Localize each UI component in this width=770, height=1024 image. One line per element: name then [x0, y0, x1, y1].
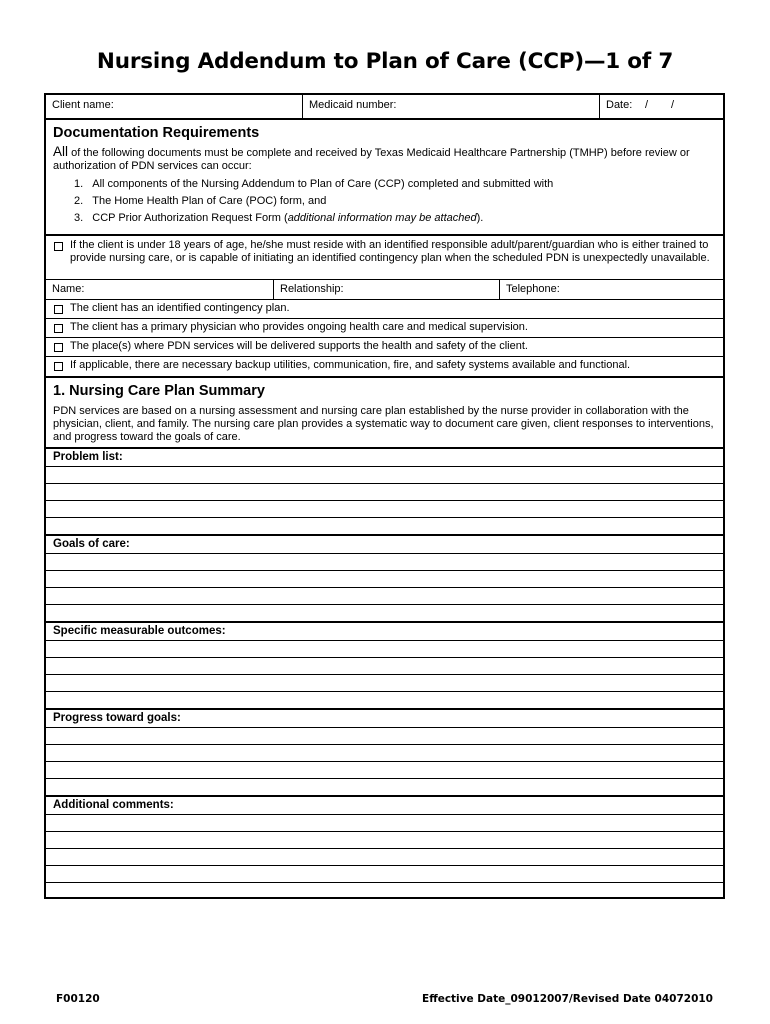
- entry-line[interactable]: [46, 761, 723, 778]
- item-text: The Home Health Plan of Care (POC) form, and: [92, 195, 327, 207]
- care-plan-summary: [46, 376, 723, 447]
- item-text: CCP Prior Authorization Request Form (: [92, 212, 288, 224]
- doc-req-intro-text: of the following documents must be complete and received by Texas Medicaid Healthcare Partnership (TMHP) before review or authorization of PDN services can occur:: [53, 147, 690, 172]
- section-label: Progress toward goals:: [53, 712, 181, 724]
- check-row: [46, 318, 723, 337]
- date-field[interactable]: [599, 95, 723, 118]
- checkbox[interactable]: [54, 362, 63, 371]
- check-row: [46, 356, 723, 376]
- entry-line[interactable]: [46, 674, 723, 691]
- contact-row: [46, 279, 723, 299]
- item-text-tail: ).: [476, 212, 484, 224]
- checkbox[interactable]: [54, 242, 63, 251]
- item-number: 3.: [74, 212, 84, 224]
- checkbox[interactable]: [54, 343, 63, 352]
- entry-line[interactable]: [46, 500, 723, 517]
- section-header: [46, 795, 723, 814]
- medicaid-number-label: Medicaid number:: [309, 99, 397, 111]
- under-18-row: [46, 234, 723, 279]
- doc-req-item: [74, 212, 483, 225]
- check-text: The place(s) where PDN services will be delivered supports the health and safety of the client.: [70, 340, 528, 352]
- entry-line[interactable]: [46, 744, 723, 761]
- entry-line[interactable]: [46, 882, 723, 897]
- section-header: [46, 621, 723, 640]
- section-label: Additional comments:: [53, 799, 174, 811]
- client-name-field[interactable]: [46, 95, 302, 118]
- item-number: 2.: [74, 195, 84, 207]
- form-number: F00120: [56, 993, 100, 1005]
- item-text-italic: additional information may be attached: [287, 212, 477, 224]
- checkbox[interactable]: [54, 305, 63, 314]
- check-row: [46, 299, 723, 318]
- relationship-label: Relationship:: [280, 283, 344, 295]
- section-label: Problem list:: [53, 451, 123, 463]
- entry-line[interactable]: [46, 570, 723, 587]
- effective-dates: Effective Date_09012007/Revised Date 04072010: [422, 993, 713, 1005]
- doc-req-intro-all: All: [53, 144, 69, 159]
- entry-line[interactable]: [46, 466, 723, 483]
- section-label: Goals of care:: [53, 538, 130, 550]
- doc-req-heading: Documentation Requirements: [53, 125, 260, 141]
- doc-req-item: [74, 178, 553, 191]
- medicaid-number-field[interactable]: [302, 95, 599, 118]
- entry-line[interactable]: [46, 640, 723, 657]
- section-header: [46, 534, 723, 553]
- entry-line[interactable]: [46, 865, 723, 882]
- telephone-label: Telephone:: [506, 283, 560, 295]
- contact-name-field[interactable]: [46, 280, 273, 299]
- entry-line[interactable]: [46, 657, 723, 674]
- client-name-label: Client name:: [52, 99, 114, 111]
- entry-line[interactable]: [46, 483, 723, 500]
- entry-line[interactable]: [46, 831, 723, 848]
- checkbox[interactable]: [54, 324, 63, 333]
- section-header: [46, 447, 723, 466]
- entry-line[interactable]: [46, 814, 723, 831]
- check-text: The client has an identified contingency plan.: [70, 302, 290, 314]
- entry-line[interactable]: [46, 553, 723, 570]
- entry-line[interactable]: [46, 587, 723, 604]
- check-text: The client has a primary physician who provides ongoing health care and medical supervision.: [70, 321, 528, 333]
- entry-line[interactable]: [46, 691, 723, 708]
- form-title: Nursing Addendum to Plan of Care (CCP)—1 of 7: [96, 49, 674, 74]
- form-frame: [44, 93, 725, 899]
- check-text: If applicable, there are necessary backup utilities, communication, fire, and safety systems available and functional.: [70, 359, 631, 371]
- entry-line[interactable]: [46, 778, 723, 795]
- summary-heading: 1. Nursing Care Plan Summary: [53, 383, 265, 399]
- summary-text: PDN services are based on a nursing assessment and nursing care plan established by the nurse provider in collaboration with the physician, client, and family. The nursing care plan provides a systematic way to document care given, client responses to interventions, and progress toward the goals of care.: [53, 405, 714, 443]
- item-number: 1.: [74, 178, 84, 190]
- check-row: [46, 337, 723, 356]
- doc-req-item: [74, 195, 326, 208]
- date-separator: /: [671, 99, 675, 111]
- entry-line[interactable]: [46, 604, 723, 621]
- entry-line[interactable]: [46, 848, 723, 865]
- entry-line[interactable]: [46, 727, 723, 744]
- contact-name-label: Name:: [52, 283, 85, 295]
- entry-line[interactable]: [46, 517, 723, 534]
- doc-req-intro: [53, 145, 715, 173]
- telephone-field[interactable]: [499, 280, 723, 299]
- header-row: [46, 95, 723, 118]
- documentation-requirements: [46, 118, 723, 234]
- under-18-text: If the client is under 18 years of age, he/she must reside with an identified responsible adult/parent/guardian who is either trained to provide nursing care, or is capable of initiating an identified contingency plan when the scheduled PDN is unexpectedly unavailable.: [70, 239, 710, 264]
- date-label: Date:: [606, 99, 633, 111]
- relationship-field[interactable]: [273, 280, 499, 299]
- section-label: Specific measurable outcomes:: [53, 625, 226, 637]
- section-header: [46, 708, 723, 727]
- item-text: All components of the Nursing Addendum to Plan of Care (CCP) completed and submitted with: [92, 178, 554, 190]
- date-separator: /: [645, 99, 649, 111]
